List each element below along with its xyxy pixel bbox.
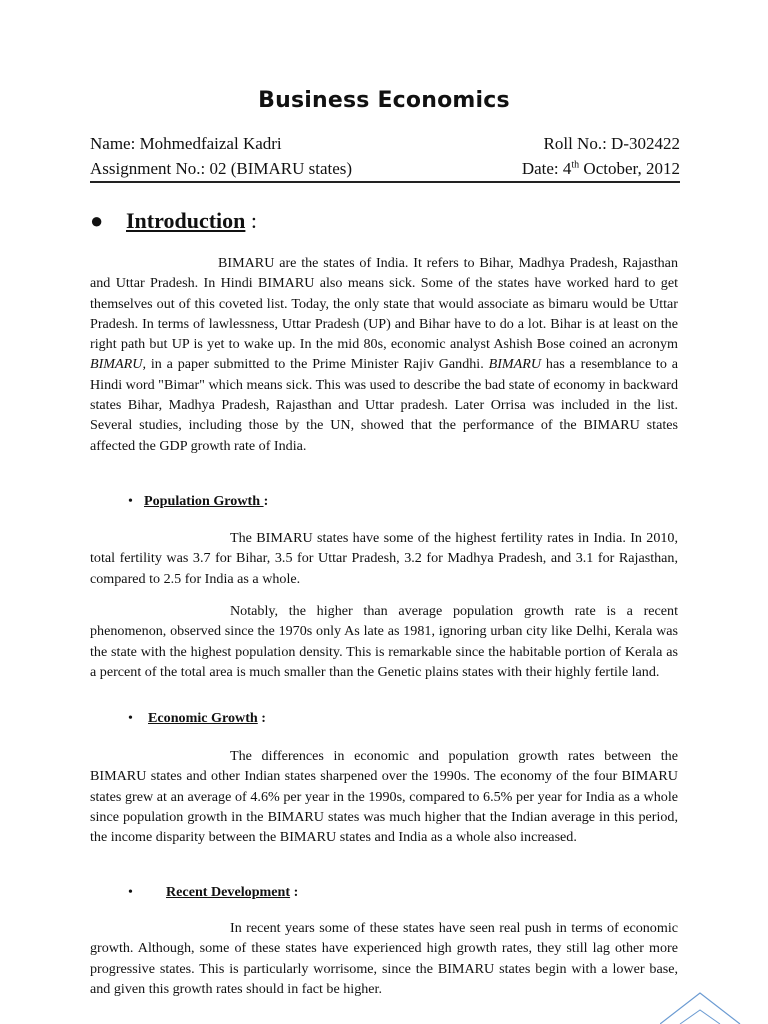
meta-row-name [90,134,680,154]
intro-emphasis-1: BIMARU, [90,356,146,373]
economic-growth-heading-colon: : [257,710,266,726]
population-growth-paragraph-2: Notably, the higher than average population growth rate is a recent phenomenon, observed since the 1970s only As late as 1981, ignoring urban city like Delhi, Kerala was the state with the highest population density. This is remarkable since the habitable portion of Kerala as a percent of the total area is much smaller than the Genetic plains states with their highly fertile land. [90,603,678,680]
assignment-number: Assignment No.: 02 (BIMARU states) [90,159,353,178]
economic-growth-heading-label: Economic Growth [148,710,258,726]
recent-development-heading-label: Recent Development [166,884,291,900]
recent-development-heading-colon: : [290,884,299,900]
bullet-icon: • [128,493,133,509]
assignment-date [522,159,680,179]
economic-growth-heading [128,709,266,727]
introduction-paragraph [90,253,678,456]
student-name: Name: Mohmedfaizal Kadri [90,134,282,153]
introduction-heading-colon: : [245,208,258,233]
population-growth-paragraph-1: The BIMARU states have some of the highest fertility rates in India. In 2010, total fertility was 3.7 for Bihar, 3.5 for Uttar Pradesh, 3.2 for Madhya Pradesh, and 3.1 for Rajasthan, compared to 2.5 for India as a whole. [90,530,678,587]
population-growth-heading [128,492,268,510]
meta-row-assignment [90,159,680,179]
bullet-icon: • [128,710,133,726]
bullet-icon: ● [90,208,104,233]
page-corner-decoration-icon [660,990,768,1024]
population-growth-heading-colon: : [263,493,269,509]
header-divider [90,181,680,183]
intro-emphasis-2: BIMARU [488,356,542,373]
date-superscript: th [571,159,580,171]
population-growth-heading-label: Population Growth [144,493,264,509]
intro-text-1: BIMARU are the states of India. It refers to Bihar, Madhya Pradesh, Rajasthan and Uttar Pradesh. In Hindi BIMARU also means sick. Some of the states have worked hard to get themselves out of this coveted list. Today, the only state that would associate as bimaru would be Uttar Pradesh. In terms of lawlessness, Uttar Pradesh (UP) and Bihar have to do a lot. Bihar is at least on the right path but UP is yet to wake up. In the mid 80s, economic analyst Ashish Bose coined an acronym [90,255,678,353]
recent-development-heading [128,883,298,901]
introduction-heading-label: Introduction [126,208,246,233]
date-prefix: Date: 4 [521,159,572,178]
intro-text-3: has a resemblance to a Hindi word "Bimar" which means sick. This was used to describe the bad state of economy in backward states Bihar, Madhya Pradesh, Rajasthan and Uttar pradesh. Later Orrisa was included in the list. Several studies, including those by the UN, showed that the performance of the BIMARU states affected the GDP growth rate of India. [90,356,678,454]
introduction-heading [90,208,257,234]
intro-text-2: in a paper submitted to the Prime Minister Rajiv Gandhi. [145,356,489,373]
roll-number: Roll No.: D-302422 [543,134,680,153]
date-suffix: October, 2012 [579,159,680,178]
bullet-icon: • [128,884,133,900]
economic-growth-paragraph: The differences in economic and population growth rates between the BIMARU states and other Indian states sharpened over the 1990s. The economy of the four BIMARU states grew at an average of 4.6% per year in the 1990s, compared to 6.5% per year for India as a whole since population growth in the BIMARU states was much higher that the Indian average in this period, the income disparity between the BIMARU states and India as a whole also increased. [90,748,678,846]
document-title: Business Economics [258,88,510,113]
recent-development-paragraph: In recent years some of these states have seen real push in terms of economic growth. Although, some of these states have experienced high growth rates, they still lag other more progressive states. This is particularly worrisome, since the BIMARU states begin with a lower base, and given this growth rates should in fact be higher. [90,920,678,997]
